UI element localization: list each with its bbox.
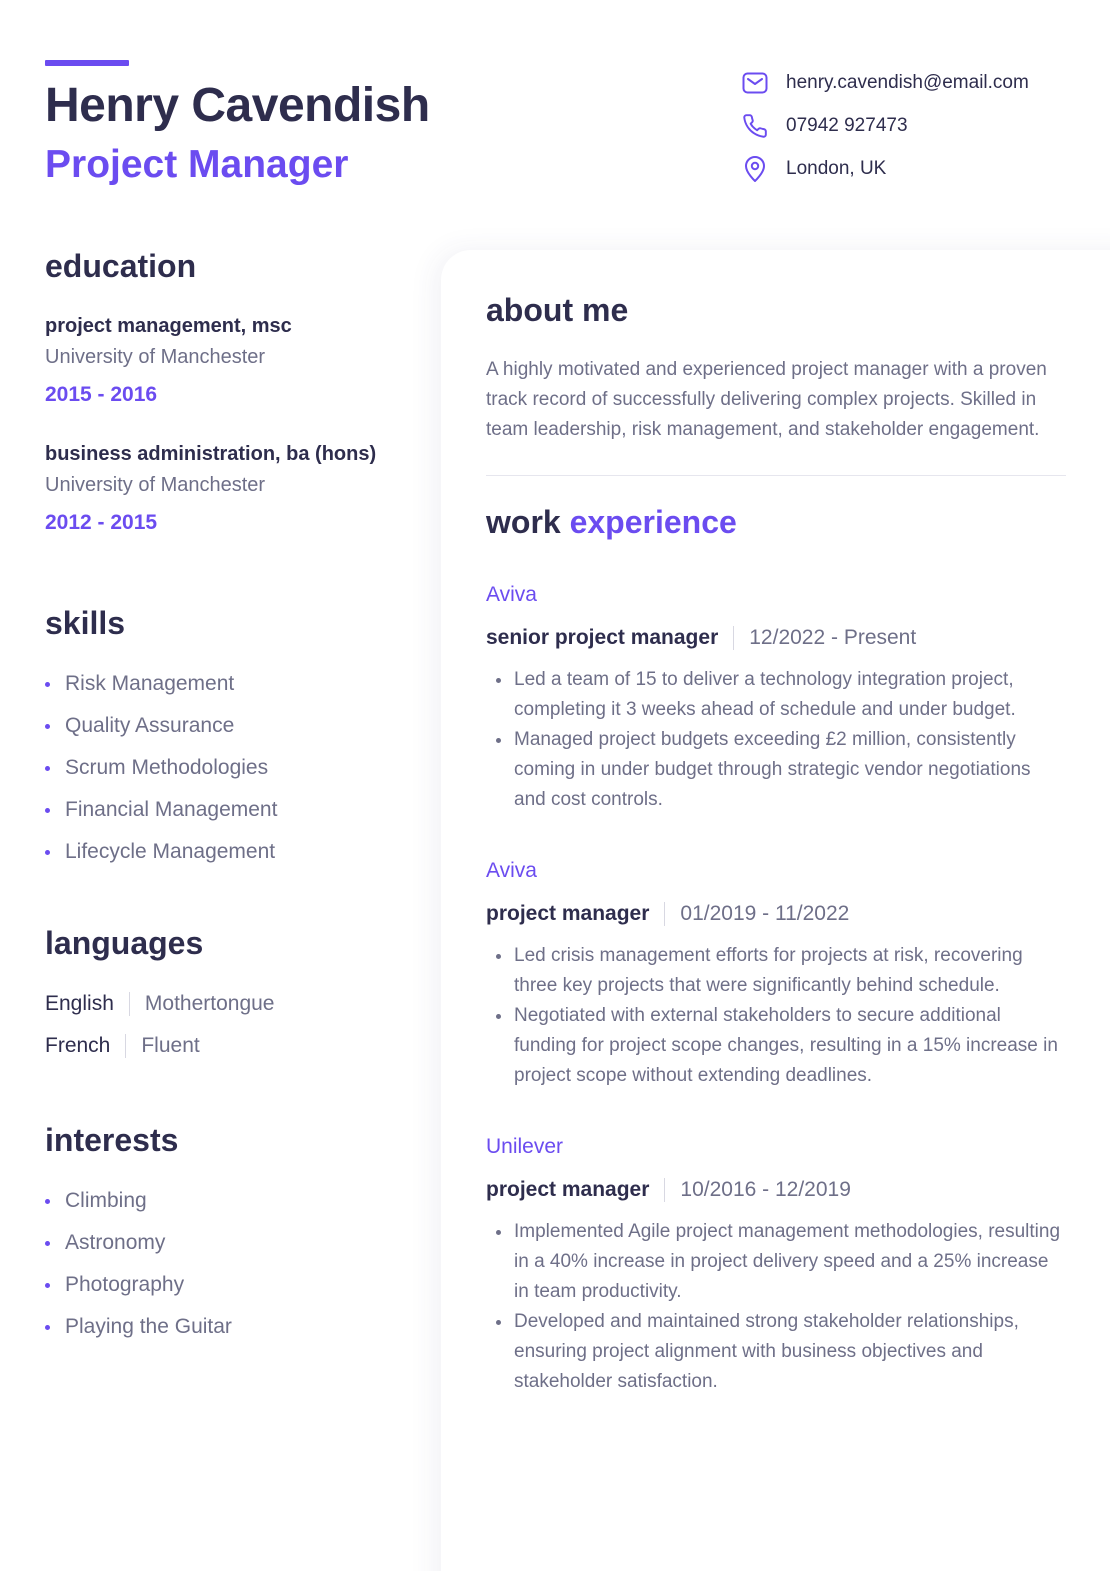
divider xyxy=(129,992,130,1016)
divider xyxy=(125,1034,126,1058)
education-degree: business administration, ba (hons) xyxy=(45,443,377,465)
interests-section xyxy=(45,1122,425,1348)
contact-phone-text: 07942 927473 xyxy=(786,115,908,136)
work-heading xyxy=(486,504,1066,541)
skills-section xyxy=(45,605,425,873)
contact-location-text: London, UK xyxy=(786,158,887,179)
interest-item: Climbing xyxy=(45,1180,425,1222)
language-item xyxy=(45,1025,425,1067)
job-entry xyxy=(486,859,1066,1091)
job-bullet: Managed project budgets exceeding £2 million, consistently coming in under budget through strategic vendor negotiations and cost controls. xyxy=(486,725,1066,815)
work-heading-start: work xyxy=(486,504,561,540)
job-dates: 12/2022 - Present xyxy=(749,626,917,649)
language-item xyxy=(45,983,425,1025)
about-heading: about me xyxy=(486,292,629,328)
interests-heading: interests xyxy=(45,1122,179,1158)
accent-bar xyxy=(45,60,129,66)
job-bullets xyxy=(486,665,1066,815)
interests-list xyxy=(45,1180,425,1348)
job-entry xyxy=(486,1135,1066,1397)
skills-list xyxy=(45,663,425,873)
skill-item: Risk Management xyxy=(45,663,425,705)
education-degree: project management, msc xyxy=(45,315,292,337)
job-company: Unilever xyxy=(486,1135,564,1158)
skills-heading: skills xyxy=(45,605,126,641)
divider xyxy=(664,1178,665,1202)
job-dates: 10/2016 - 12/2019 xyxy=(680,1178,851,1201)
education-heading: education xyxy=(45,248,197,284)
job-bullet: Implemented Agile project management methodologies, resulting in a 40% increase in project delivery speed and a 25% increase in team productivity. xyxy=(486,1217,1066,1307)
candidate-name: Henry Cavendish xyxy=(45,79,430,132)
right-column xyxy=(486,292,1066,1397)
language-level: Mothertongue xyxy=(144,992,275,1015)
job-bullets xyxy=(486,941,1066,1091)
job-header xyxy=(486,623,1066,653)
language-level: Fluent xyxy=(141,1034,200,1057)
job-bullets xyxy=(486,1217,1066,1397)
work-section xyxy=(486,504,1066,1397)
job-bullet: Led crisis management efforts for projects at risk, recovering three key projects that were significantly behind schedule. xyxy=(486,941,1066,1001)
about-section xyxy=(486,292,1066,445)
contact-location xyxy=(741,154,1101,184)
job-header xyxy=(486,899,1066,929)
languages-list xyxy=(45,983,425,1067)
location-pin-icon xyxy=(741,155,769,183)
education-school: University of Manchester xyxy=(45,346,266,368)
interest-item: Photography xyxy=(45,1264,425,1306)
job-title: project manager xyxy=(486,902,650,925)
contact-email-text: henry.cavendish@email.com xyxy=(786,72,1029,93)
languages-section xyxy=(45,925,425,1067)
job-company: Aviva xyxy=(486,583,537,606)
job-dates: 01/2019 - 11/2022 xyxy=(680,902,850,925)
interest-item: Astronomy xyxy=(45,1222,425,1264)
language-name: English xyxy=(45,992,114,1015)
skill-item: Financial Management xyxy=(45,789,425,831)
interest-item: Playing the Guitar xyxy=(45,1306,425,1348)
education-item xyxy=(45,443,425,535)
left-column xyxy=(45,248,425,1348)
contact-list xyxy=(741,68,1101,197)
job-bullet: Negotiated with external stakeholders to secure additional funding for project scope changes, resulting in a 15% increase in project scope without extending deadlines. xyxy=(486,1001,1066,1091)
job-title: project manager xyxy=(486,1178,650,1201)
divider xyxy=(664,902,665,926)
job-bullet: Developed and maintained strong stakeholder relationships, ensuring project alignment with business objectives and stakeholder satisfaction. xyxy=(486,1307,1066,1397)
language-name: French xyxy=(45,1034,111,1057)
job-title: senior project manager xyxy=(486,626,719,649)
section-divider xyxy=(486,475,1066,476)
skill-item: Quality Assurance xyxy=(45,705,425,747)
education-years: 2015 - 2016 xyxy=(45,383,158,406)
divider xyxy=(733,626,734,650)
education-years: 2012 - 2015 xyxy=(45,511,158,534)
email-icon xyxy=(741,69,769,97)
work-heading-accent: experience xyxy=(569,504,737,540)
job-entry xyxy=(486,583,1066,815)
education-section xyxy=(45,248,425,535)
education-school: University of Manchester xyxy=(45,474,266,496)
job-company: Aviva xyxy=(486,859,537,882)
skill-item: Lifecycle Management xyxy=(45,831,425,873)
education-item xyxy=(45,315,425,407)
job-bullet: Led a team of 15 to deliver a technology integration project, completing it 3 weeks ahead of schedule and under budget. xyxy=(486,665,1066,725)
phone-icon xyxy=(741,112,769,140)
candidate-role: Project Manager xyxy=(45,143,349,186)
languages-heading: languages xyxy=(45,925,204,961)
skill-item: Scrum Methodologies xyxy=(45,747,425,789)
contact-phone[interactable] xyxy=(741,111,1101,141)
contact-email[interactable] xyxy=(741,68,1101,98)
job-header xyxy=(486,1175,1066,1205)
about-text: A highly motivated and experienced project manager with a proven track record of successfully delivering complex projects. Skilled in team leadership, risk management, and stakeholder engagement. xyxy=(486,359,1047,440)
